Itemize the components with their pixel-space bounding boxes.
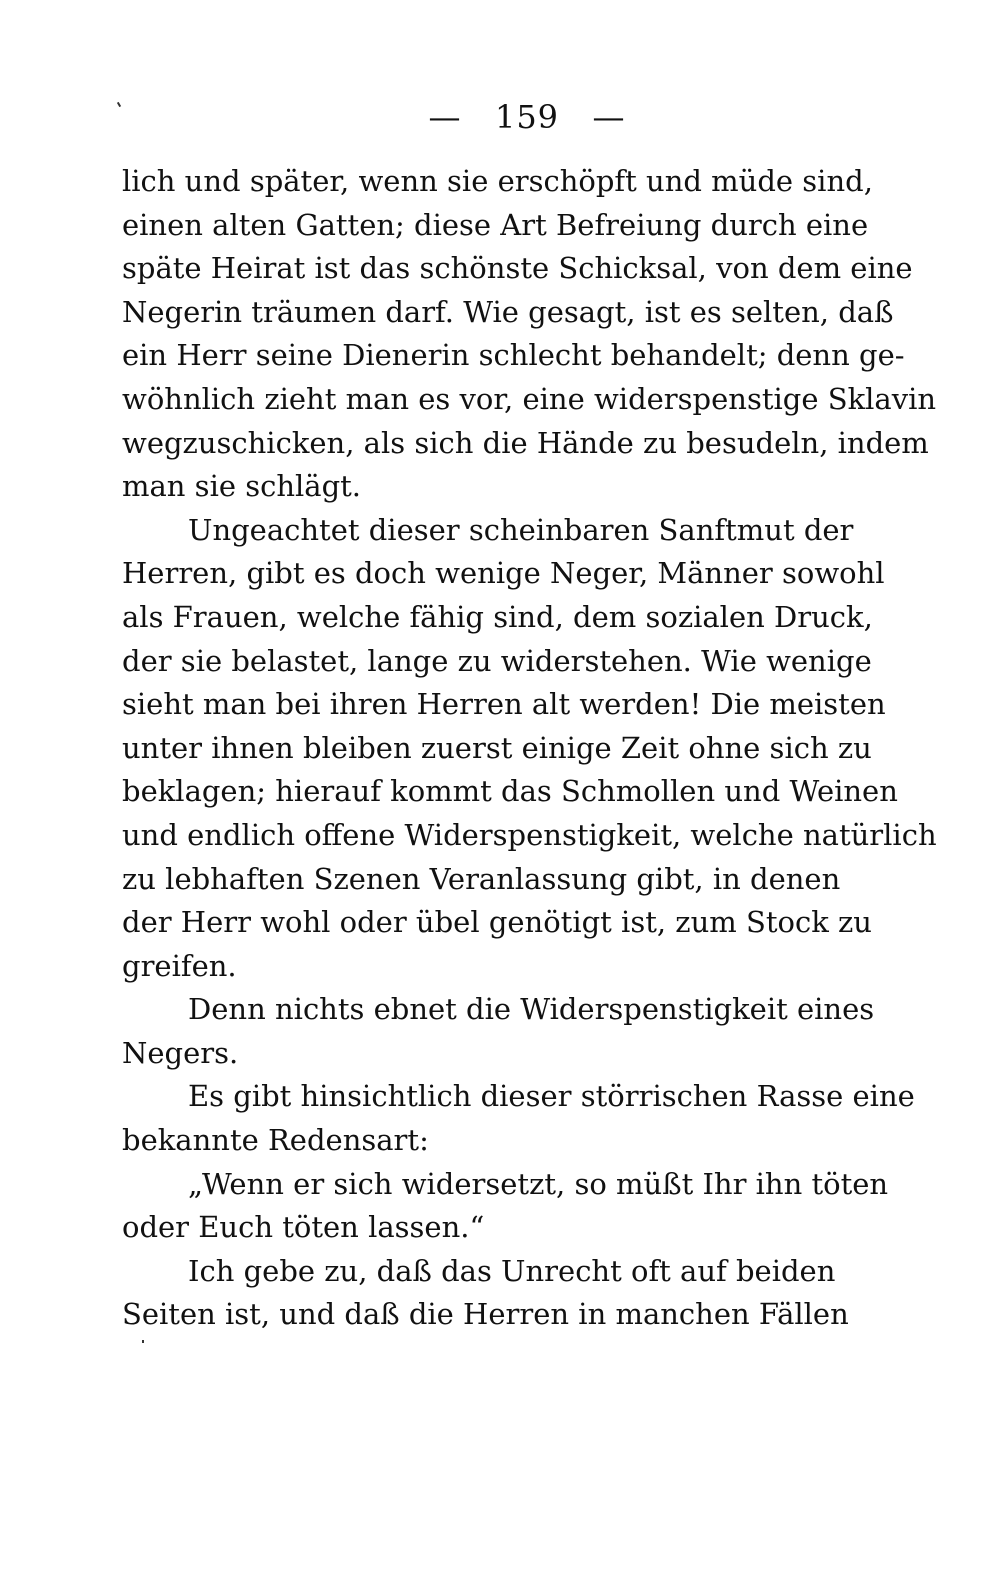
text-line: zu lebhaften Szenen Veranlassung gibt, in denen xyxy=(122,861,841,896)
text-line: der sie belastet, lange zu widerstehen. Wie wenige xyxy=(122,643,872,678)
text-line: Seiten ist, und daß die Herren in manchen Fällen xyxy=(122,1297,849,1332)
text-line: späte Heirat ist das schönste Schicksal, von dem eine xyxy=(122,251,913,286)
text-line: Ungeachtet dieser scheinbaren Sanftmut der xyxy=(188,512,854,547)
text-line: sieht man bei ihren Herren alt werden! Die meisten xyxy=(122,687,886,722)
text-line: „Wenn er sich widersetzt, so müßt Ihr ihn töten xyxy=(188,1166,889,1201)
text-line: lich und später, wenn sie erschöpft und müde sind, xyxy=(122,164,873,198)
text-line: beklagen; hierauf kommt das Schmollen und Weinen xyxy=(122,774,898,809)
text-line: Denn nichts ebnet die Widerspenstigkeit eines xyxy=(188,992,875,1027)
text-line: Negers. xyxy=(122,1035,239,1070)
text-line: greifen. xyxy=(122,948,237,983)
page-number: 159 xyxy=(494,98,560,136)
text-line: wegzuschicken, als sich die Hände zu besudeln, indem xyxy=(122,425,929,460)
text-line: oder Euch töten lassen.“ xyxy=(122,1210,485,1245)
text-line: unter ihnen bleiben zuerst einige Zeit ohne sich zu xyxy=(122,730,872,765)
page-header xyxy=(0,98,1000,136)
header-dash-right: — xyxy=(592,98,626,136)
text-line: man sie schlägt. xyxy=(122,469,362,504)
text-line: der Herr wohl oder übel genötigt ist, zum Stock zu xyxy=(122,905,872,940)
text-line: wöhnlich zieht man es vor, eine widerspenstige Sklavin xyxy=(122,381,937,416)
text-line: Negerin träumen darf. Wie gesagt, ist es selten, daß xyxy=(122,294,894,329)
body-text xyxy=(122,160,937,1337)
text-line: ein Herr seine Dienerin schlecht behandelt; denn ge- xyxy=(122,338,905,373)
text-line: Herren, gibt es doch wenige Neger, Männer sowohl xyxy=(122,556,885,591)
header-dash-left: — xyxy=(428,98,462,136)
text-line: einen alten Gatten; diese Art Befreiung durch eine xyxy=(122,207,869,242)
text-line: als Frauen, welche fähig sind, dem sozialen Druck, xyxy=(122,599,873,634)
text-line: Es gibt hinsichtlich dieser störrischen Rasse eine xyxy=(188,1079,915,1114)
print-speck xyxy=(142,1340,144,1343)
text-line: und endlich offene Widerspenstigkeit, welche natürlich xyxy=(122,817,937,852)
text-line: Ich gebe zu, daß das Unrecht oft auf beiden xyxy=(188,1253,836,1288)
text-line: bekannte Redensart: xyxy=(122,1123,429,1158)
